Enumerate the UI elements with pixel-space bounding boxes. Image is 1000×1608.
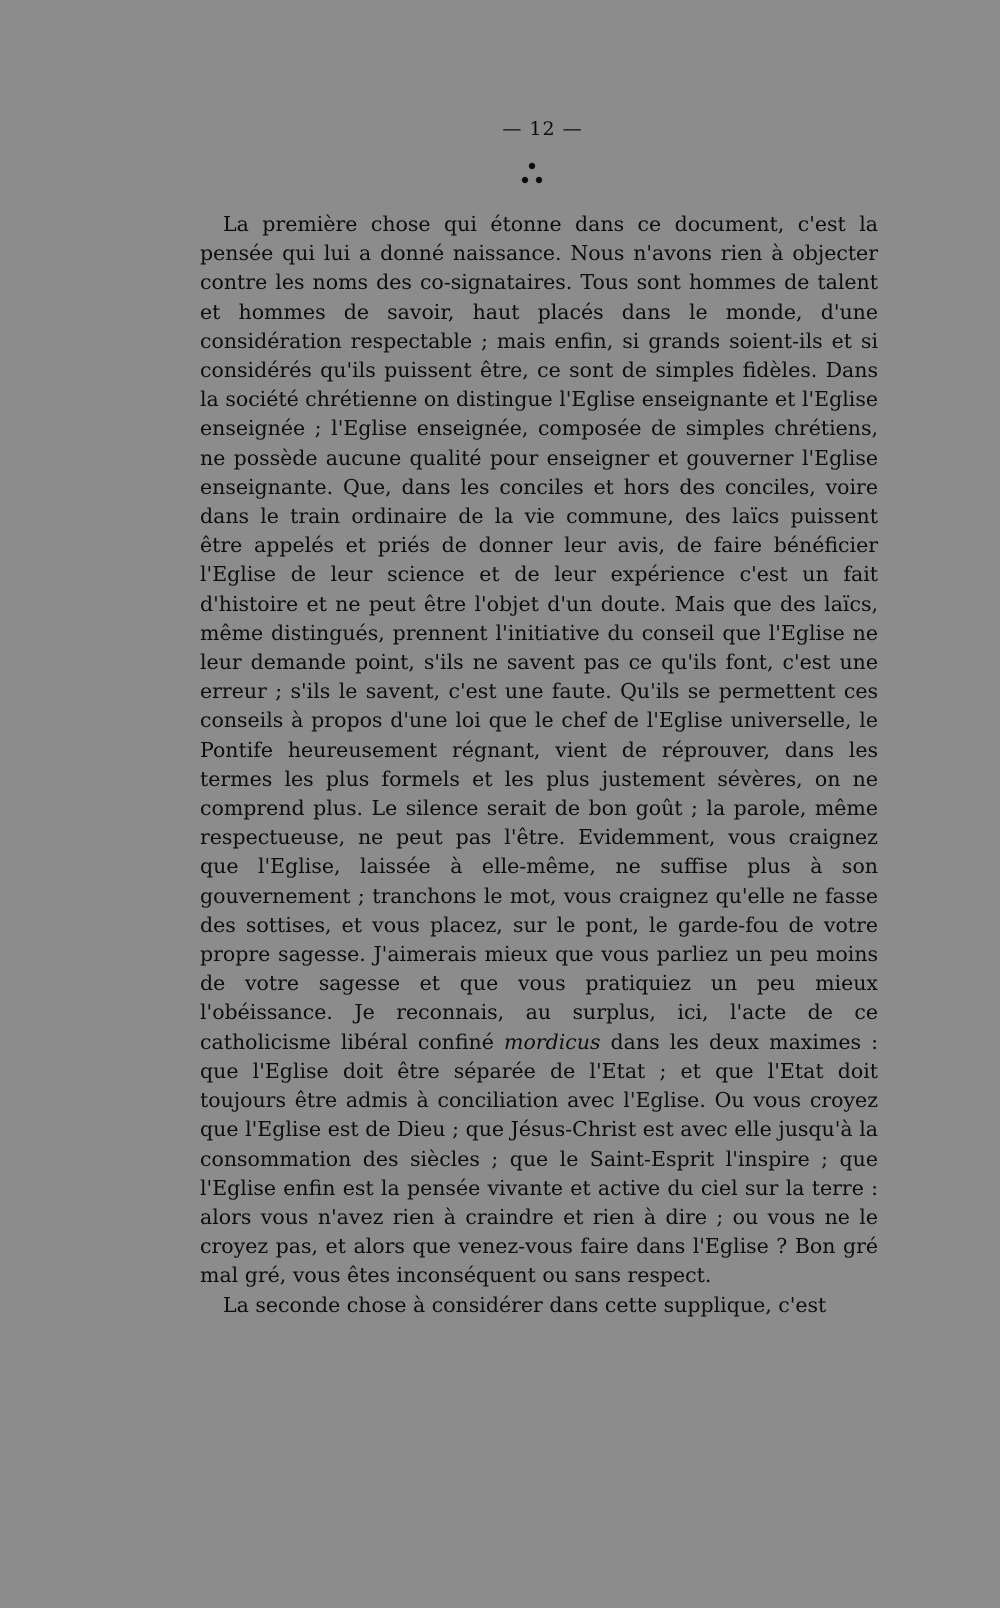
page-number: — 12 — [502,118,583,140]
italic-term: mordicus [504,1029,601,1054]
paragraph-first-text-after: dans les deux maximes : que l'Eglise doit être séparée de l'Etat ; et que l'Etat doit toujours être admis à conciliation avec l'Eglise. Ou vous croyez que l'Eglise est de Dieu ; que Jésus-Christ est avec elle jusqu'à la consommation des siècles ; que le Saint-Esprit l'inspire ; que l'Eglise enfin est la pensée vivante et active du ciel sur la terre : alors vous n'avez rien à craindre et rien à dire ; ou vous ne le croyez pas, et alors que venez-vous faire dans l'Eglise ? Bon gré mal gré, vous êtes inconséquent ou sans respect. [200,1029,879,1288]
paragraph-second: La seconde chose à considérer dans cette supplique, c'est [223,1292,827,1317]
paragraph-first-text-before: La première chose qui étonne dans ce document, c'est la pensée qui lui a donné naissance. Nous n'avons rien à objecter contre les noms des co-signataires. Tous sont hommes de talent et hommes de savoir, haut placés dans le monde, d'une considération respectable ; mais enfin, si grands soient-ils et si considérés qu'ils puissent être, ce sont de simples fidèles. Dans la société chrétienne on distingue l'Eglise enseignante et l'Eglise enseignée ; l'Eglise enseignée, composée de simples chrétiens, ne possède aucune qualité pour enseigner et gouverner l'Eglise enseignante. Que, dans les conciles et hors des conciles, voire dans le train ordinaire de la vie commune, des laïcs puissent être appelés et priés de donner leur avis, de faire bénéficier l'Eglise de leur science et de leur expérience c'est un fait d'histoire et ne peut être l'objet d'un doute. Mais que des laïcs, même distingués, prennent l'initiative du conseil que l'Eglise ne leur demande point, s'ils ne savent pas ce qu'ils font, c'est une erreur ; s'ils le savent, c'est une faute. Qu'ils se permettent ces conseils à propos d'une loi que le chef de l'Eglise universelle, le Pontife heureusement régnant, vient de réprouver, dans les termes les plus formels et les plus justement sévères, on ne comprend plus. Le silence serait de bon goût ; la parole, même respectueuse, ne peut pas l'être. Evidemment, vous craignez que l'Eglise, laissée à elle-même, ne suffise plus à son gouvernement ; tranchons le mot, vous craignez qu'elle ne fasse des sottises, et vous placez, sur le pont, le garde-fou de votre propre sagesse. J'aimerais mieux que vous parliez un peu moins de votre sagesse et que vous pratiquiez un peu mieux l'obéissance. Je reconnais, au surplus, ici, l'acte de ce catholicisme libéral confiné [200,212,878,1054]
paragraph-first [200,210,878,1291]
body-text [200,210,878,1320]
asterism-ornament [512,160,552,190]
